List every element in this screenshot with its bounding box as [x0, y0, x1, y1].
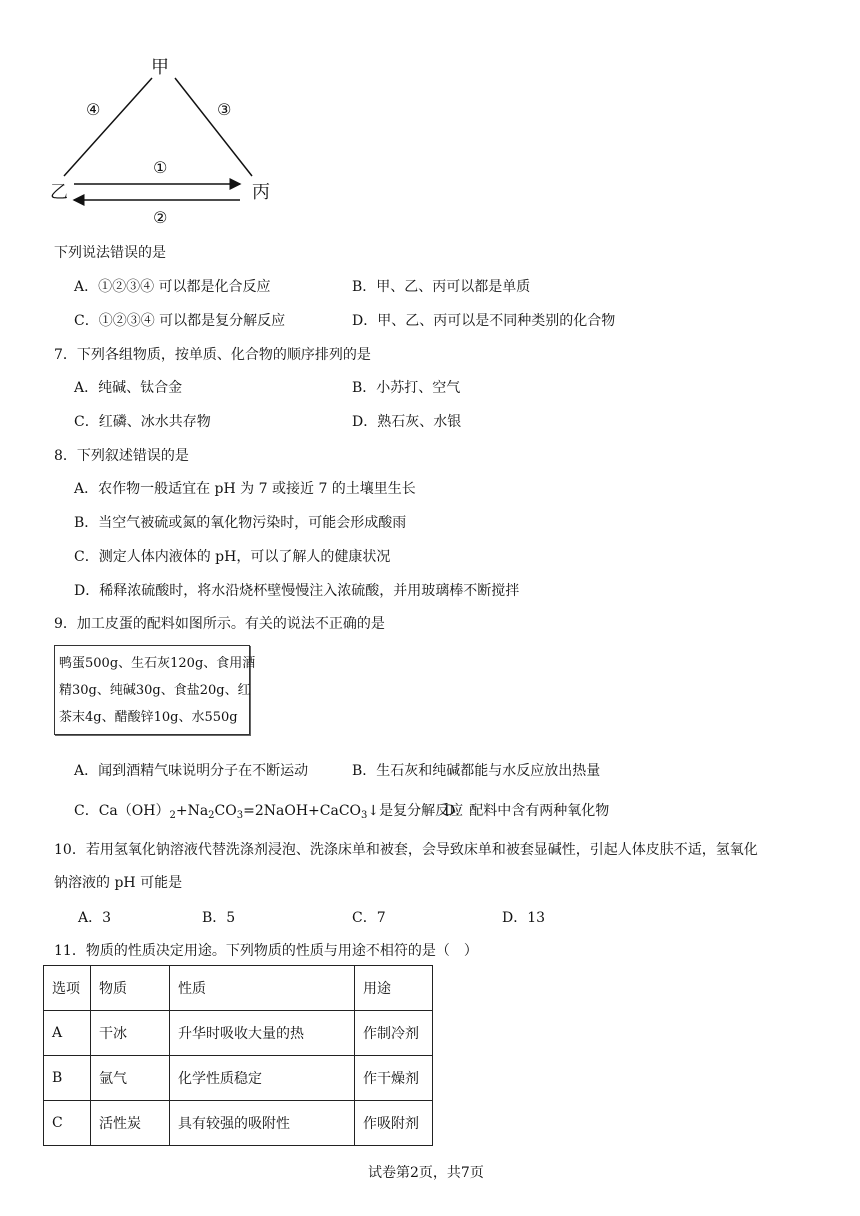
q7-option-b: B．小苏打、空气 — [352, 380, 461, 396]
q7-option-c: C．红磷、冰水共存物 — [74, 414, 211, 430]
arrow-label-1: ① — [153, 158, 168, 177]
table-header-cell: 性质 — [170, 966, 355, 1011]
q9-option-c: C．$Ca(OH)_2+Na_2CO_3=2NaOH+CaCO_3↓$是复分解反应 — [74, 803, 464, 821]
table-cell: B — [44, 1056, 91, 1101]
q6-option-c: C．①②③④ 可以都是复分解反应 — [74, 313, 286, 329]
edge-3 — [175, 78, 252, 176]
q10-option-b: B．5 — [202, 910, 236, 926]
q6-option-a: A．①②③④ 可以都是化合反应 — [74, 279, 271, 295]
ingredients-box — [54, 645, 256, 735]
q10-option-d: D．13 — [502, 910, 546, 926]
table-cell: 升华时吸收大量的热 — [170, 1011, 355, 1056]
q8-option-a: A．农作物一般适宜在 pH 为 7 或接近 7 的土壤里生长 — [74, 481, 416, 497]
table-cell: 干冰 — [91, 1011, 170, 1056]
table-row — [44, 1101, 433, 1146]
reaction-triangle-diagram — [40, 48, 300, 228]
table-header-row — [44, 966, 433, 1011]
node-left-label: 乙 — [50, 182, 68, 203]
table-cell: 作干燥剂 — [355, 1056, 433, 1101]
q8-stem: 8．下列叙述错误的是 — [54, 448, 189, 464]
q9-option-b: B．生石灰和纯碱都能与水反应放出热量 — [352, 763, 601, 779]
q11-stem: 11．物质的性质决定用途。下列物质的性质与用途不相符的是（ ） — [54, 943, 478, 959]
table-header-cell: 选项 — [44, 966, 91, 1011]
table-cell: C — [44, 1101, 91, 1146]
q6-option-d: D．甲、乙、丙可以是不同种类别的化合物 — [352, 313, 616, 329]
ingredients-line-2: 精30g、纯碱30g、食盐20g、红 — [59, 683, 251, 698]
q8-option-c: C．测定人体内液体的 pH，可以了解人的健康状况 — [74, 549, 391, 565]
properties-table — [43, 965, 433, 1146]
table-row — [44, 1056, 433, 1101]
q6-option-b: B．甲、乙、丙可以都是单质 — [352, 279, 531, 295]
node-right-label: 丙 — [252, 182, 270, 203]
q7-stem: 7．下列各组物质，按单质、化合物的顺序排列的是 — [54, 347, 371, 363]
q10-option-a: A．3 — [78, 910, 112, 926]
table-cell: 具有较强的吸附性 — [170, 1101, 355, 1146]
table-row — [44, 1011, 433, 1056]
page-footer: 试卷第2页，共7页 — [368, 1165, 484, 1181]
q9-option-d: D．配料中含有两种氧化物 — [444, 803, 610, 819]
q9-stem: 9．加工皮蛋的配料如图所示。有关的说法不正确的是 — [54, 616, 385, 632]
q10-stem-line1: 10．若用氢氧化钠溶液代替洗涤剂浸泡、洗涤床单和被套，会导致床单和被套显碱性，引起人体皮肤不适，氢氧化 — [54, 842, 758, 858]
q8-option-d: D．稀释浓硫酸时，将水沿烧杯壁慢慢注入浓硫酸，并用玻璃棒不断搅拌 — [74, 583, 520, 599]
table-cell: 氩气 — [91, 1056, 170, 1101]
q8-option-b: B．当空气被硫或氮的氧化物污染时，可能会形成酸雨 — [74, 515, 407, 531]
edge-label-4: ④ — [86, 100, 101, 119]
q9-option-a: A．闻到酒精气味说明分子在不断运动 — [74, 763, 309, 779]
q10-option-c: C．7 — [352, 910, 386, 926]
table-cell: 作制冷剂 — [355, 1011, 433, 1056]
q7-option-a: A．纯碱、钛合金 — [74, 380, 183, 396]
table-cell: 作吸附剂 — [355, 1101, 433, 1146]
node-top-label: 甲 — [151, 57, 169, 78]
table-cell: A — [44, 1011, 91, 1056]
q6-stem: 下列说法错误的是 — [54, 245, 166, 261]
ingredients-line-3: 茶末4g、醋酸锌10g、水550g — [59, 710, 238, 725]
edge-label-3: ③ — [217, 100, 232, 119]
q10-stem-line2: 钠溶液的 pH 可能是 — [54, 875, 183, 891]
table-cell: 化学性质稳定 — [170, 1056, 355, 1101]
table-header-cell: 用途 — [355, 966, 433, 1011]
q7-option-d: D．熟石灰、水银 — [352, 414, 462, 430]
edge-4 — [64, 78, 152, 176]
arrow-label-2: ② — [153, 208, 168, 227]
table-header-cell: 物质 — [91, 966, 170, 1011]
ingredients-line-1: 鸭蛋500g、生石灰120g、食用酒 — [59, 656, 256, 671]
table-cell: 活性炭 — [91, 1101, 170, 1146]
